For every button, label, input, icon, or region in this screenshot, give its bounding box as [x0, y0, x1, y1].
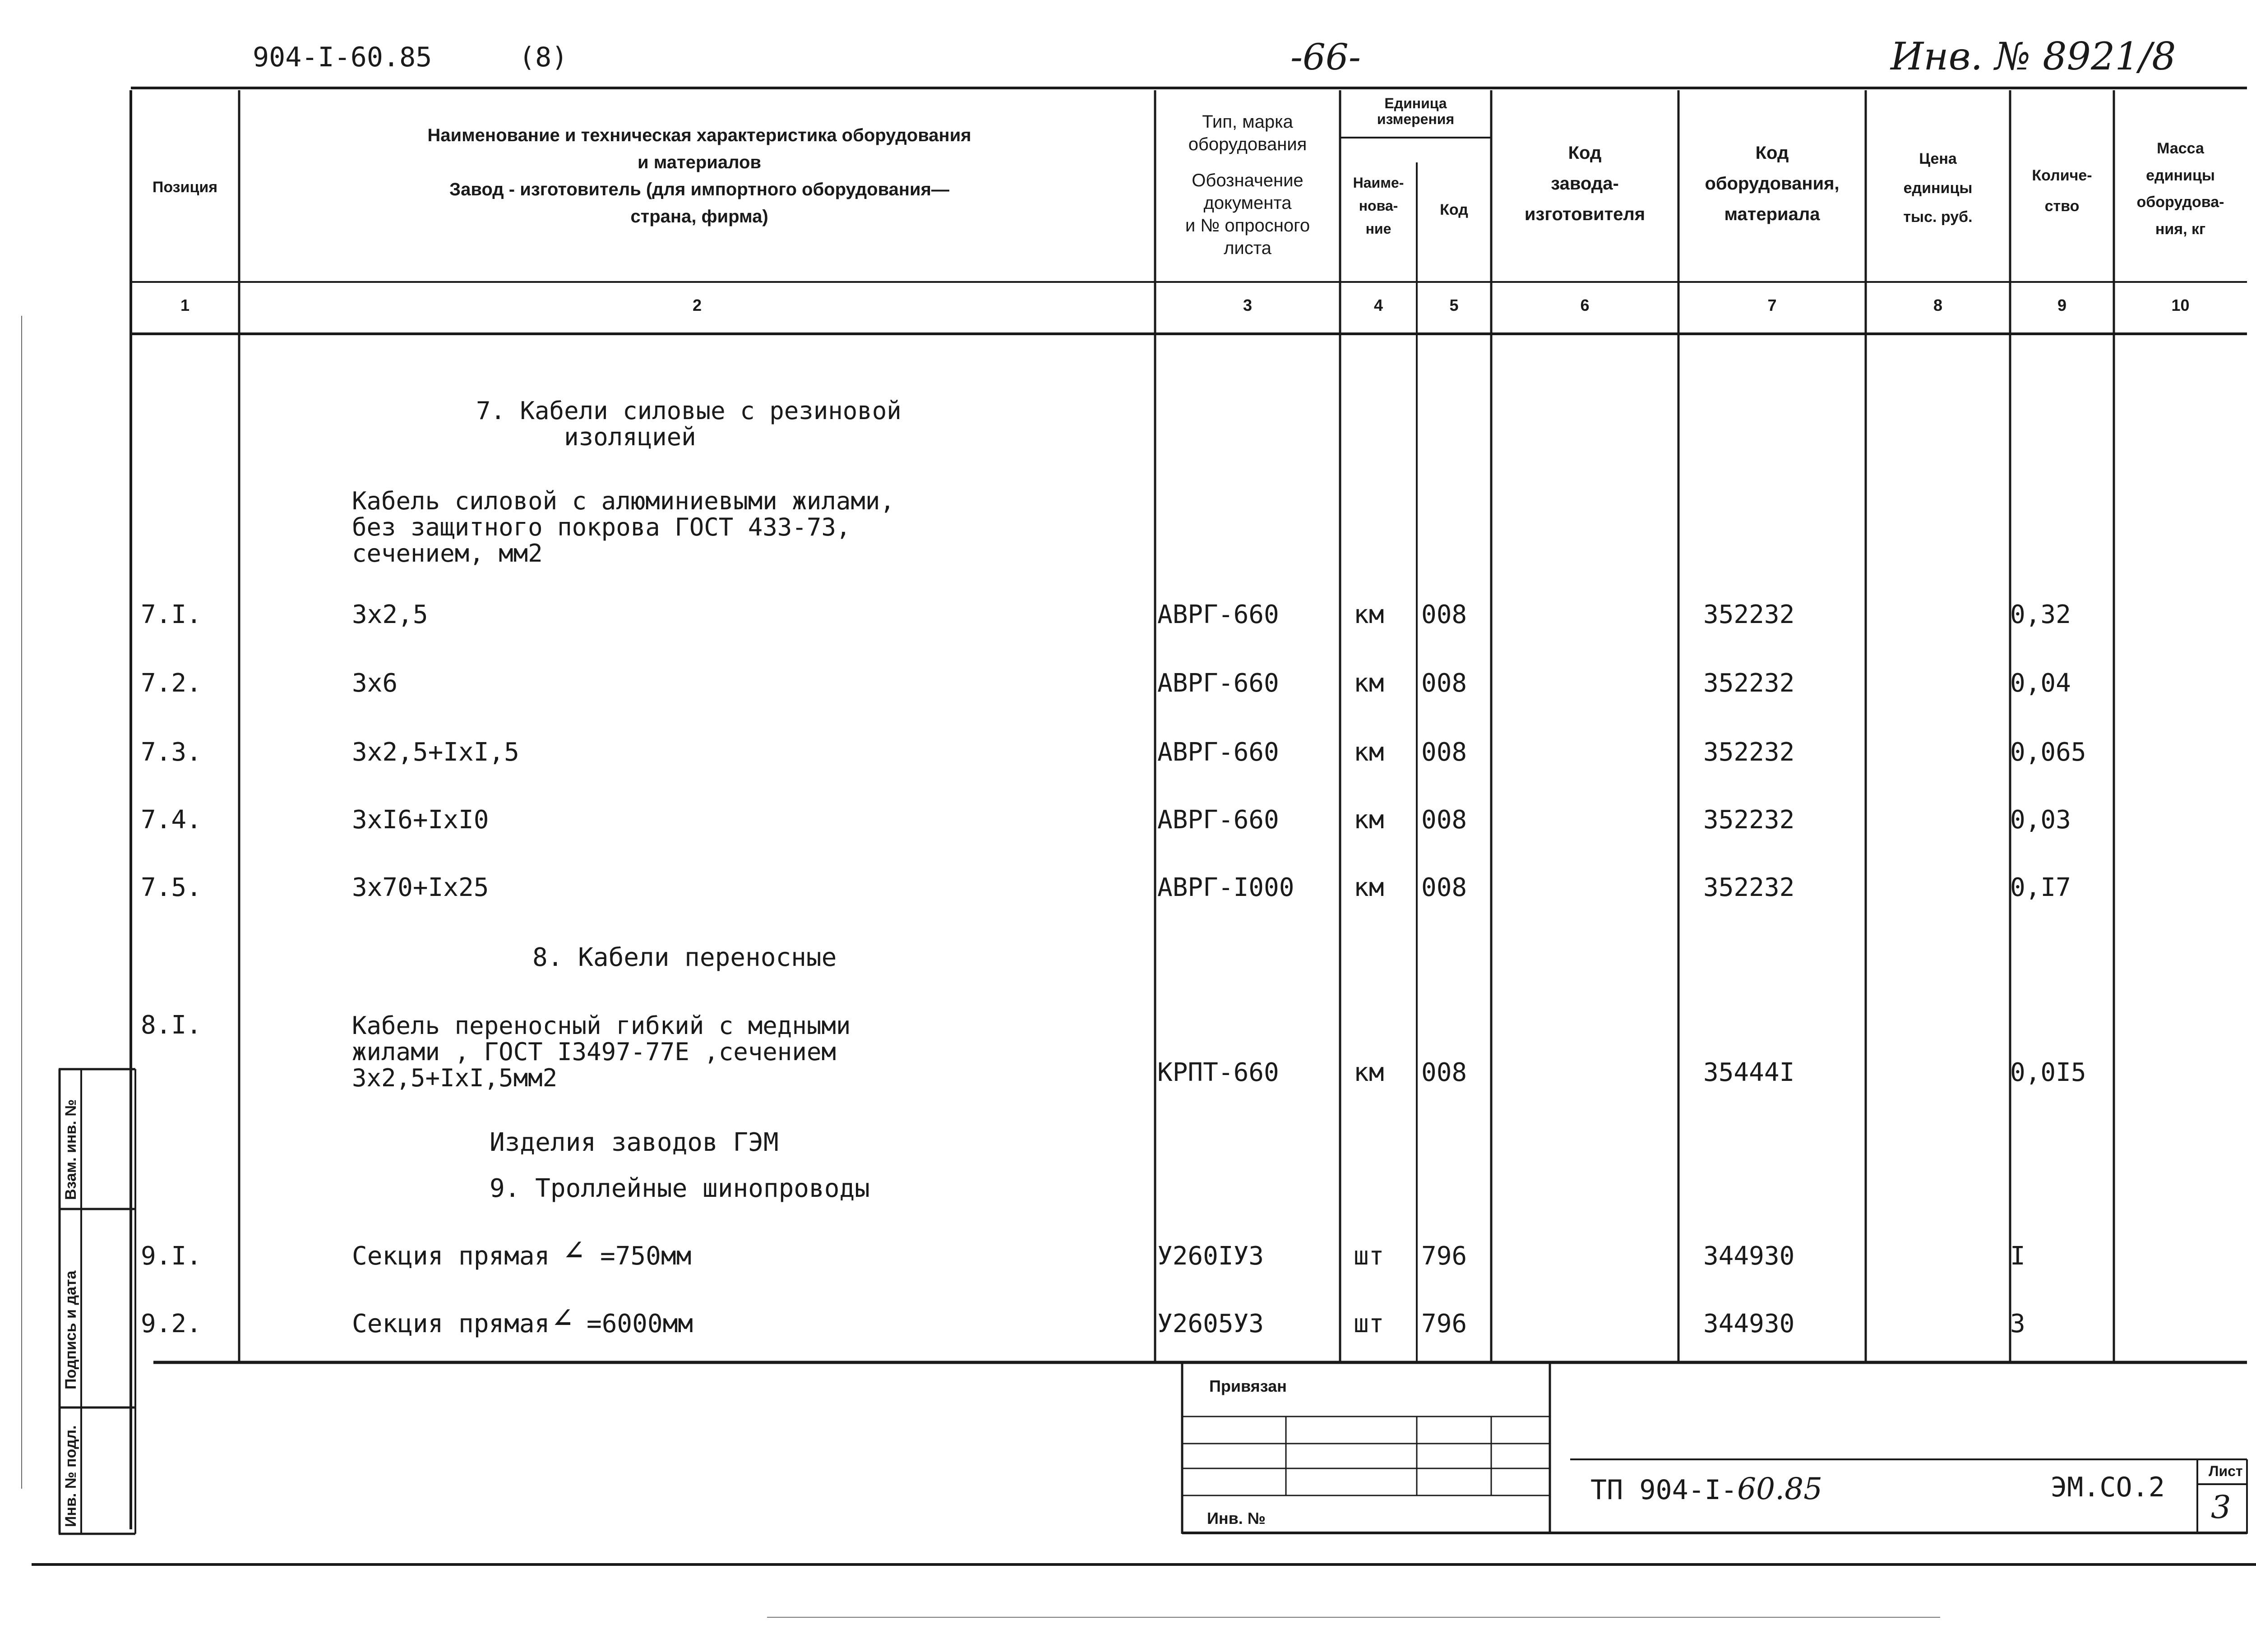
header-type-line1: Тип, марка	[1202, 112, 1293, 132]
row-type: АВРГ-I000	[1157, 873, 1294, 902]
header-unit-line1: Единица	[1384, 95, 1447, 111]
row-code: 352232	[1703, 805, 1795, 835]
row-code: 352232	[1703, 738, 1795, 767]
side-stamp-replacement-inv: Взам. инв. №	[62, 1099, 79, 1200]
document-code-handwritten: 60.85	[1737, 1472, 1823, 1506]
row-quantity: 0,03	[2010, 805, 2071, 835]
row-quantity: 0,32	[2010, 600, 2071, 629]
row-unit: км	[1354, 1058, 1384, 1087]
column-number-10: 10	[2171, 296, 2190, 314]
row-position: 7.2.	[141, 669, 202, 698]
row-unit-code: 008	[1421, 1058, 1467, 1087]
section-8-title: 8. Кабели переносные	[532, 943, 837, 972]
row-unit-code: 796	[1421, 1309, 1467, 1338]
row-quantity: I	[2010, 1241, 2025, 1271]
header-unit-name	[1342, 171, 1415, 241]
document-code-prefix: ТП 904-I-	[1590, 1474, 1738, 1506]
row-unit: км	[1354, 738, 1384, 767]
row-quantity: 0,I7	[2010, 873, 2071, 902]
row-name: 3х6	[352, 669, 398, 698]
header-unit-line2: измерения	[1377, 111, 1455, 128]
row-code: 352232	[1703, 669, 1795, 698]
column-number-6: 6	[1580, 296, 1590, 314]
sheet-variant: (8)	[519, 42, 568, 73]
row-length: =750мм	[600, 1241, 692, 1271]
header-mass-line1: Масса	[2157, 140, 2204, 157]
header-equipment-code-line2: оборудования,	[1705, 174, 1840, 194]
title-block-document-mark: ЭМ.СО.2	[2051, 1472, 2165, 1503]
header-unit-name-line3: ние	[1365, 221, 1392, 237]
row-code: 344930	[1703, 1241, 1795, 1271]
header-equipment-code-line1: Код	[1755, 143, 1789, 163]
row-name: 3х70+Iх25	[352, 873, 489, 902]
row-code: 352232	[1703, 600, 1795, 629]
row-unit: км	[1354, 600, 1384, 629]
row-position: 7.I.	[141, 600, 202, 629]
row-unit-code: 008	[1421, 738, 1467, 767]
header-equipment-code-line3: материала	[1724, 204, 1820, 224]
header-type-line2: оборудования	[1188, 134, 1307, 154]
header-price-line3: тыс. руб.	[1903, 208, 1973, 226]
row-quantity: 3	[2010, 1309, 2025, 1338]
row-unit: км	[1354, 873, 1384, 902]
row-unit: шт	[1354, 1309, 1384, 1338]
row-type: У2605У3	[1157, 1309, 1264, 1338]
inventory-number: Инв. № 8921/8	[1891, 34, 2176, 78]
title-block-attached-label: Привязан	[1209, 1377, 1287, 1395]
title-block-sheet-label: Лист	[2209, 1463, 2243, 1479]
row-name: 3х2,5	[352, 600, 428, 629]
length-symbol-icon: ∠	[564, 1232, 584, 1269]
row-position: 7.5.	[141, 873, 202, 902]
header-plant-code-line3: изготовителя	[1524, 204, 1646, 224]
plant-label: Изделия заводов ГЭМ	[490, 1128, 779, 1157]
column-number-4: 4	[1373, 296, 1383, 314]
header-type-line3: Обозначение	[1192, 171, 1304, 190]
side-stamp-signature-date: Подпись и дата	[62, 1270, 79, 1389]
header-quantity	[2012, 160, 2112, 221]
header-position: Позиция	[152, 179, 218, 196]
row-code: 344930	[1703, 1309, 1795, 1338]
header-type-line4: документа	[1203, 193, 1292, 213]
row-unit-code: 008	[1421, 805, 1467, 835]
project-code: 904-I-60.85	[253, 42, 432, 73]
row-type: АВРГ-660	[1157, 669, 1279, 698]
column-number-2: 2	[692, 296, 702, 314]
row-unit: км	[1354, 805, 1384, 835]
row-position: 9.I.	[141, 1241, 202, 1271]
header-name-line1: Наименование и техническая характеристика оборудования	[427, 125, 971, 145]
header-unit-name-line1: Наиме-	[1353, 175, 1404, 191]
row-name: 3хI6+IхI0	[352, 805, 489, 835]
row-type: КРПТ-660	[1157, 1058, 1279, 1087]
column-number-9: 9	[2057, 296, 2067, 314]
header-mass-line4: ния, кг	[2155, 220, 2206, 238]
row-position: 9.2.	[141, 1309, 202, 1338]
header-plant-code	[1493, 138, 1676, 230]
row-type: АВРГ-660	[1157, 805, 1279, 835]
column-number-7: 7	[1767, 296, 1777, 314]
row-code: 352232	[1703, 873, 1795, 902]
row-unit-code: 008	[1421, 873, 1467, 902]
header-name	[253, 122, 1146, 230]
header-unit-code: Код	[1440, 201, 1468, 218]
title-block-inv-label: Инв. №	[1207, 1509, 1266, 1527]
row-length: =6000мм	[587, 1309, 693, 1338]
row-unit: шт	[1354, 1241, 1384, 1271]
row-quantity: 0,0I5	[2010, 1058, 2086, 1087]
row-quantity: 0,04	[2010, 669, 2071, 698]
row-position: 7.4.	[141, 805, 202, 835]
header-type	[1157, 111, 1338, 259]
row-code: 35444I	[1703, 1058, 1795, 1087]
row-quantity: 0,065	[2010, 738, 2086, 767]
header-price-line2: единицы	[1903, 179, 1973, 197]
row-unit-code: 796	[1421, 1241, 1467, 1271]
column-number-8: 8	[1933, 296, 1943, 314]
row-unit-code: 008	[1421, 669, 1467, 698]
column-number-1: 1	[180, 296, 190, 314]
section-9-title: 9. Троллейные шинопроводы	[490, 1174, 870, 1203]
column-number-3: 3	[1243, 296, 1253, 314]
row-unit-code: 008	[1421, 600, 1467, 629]
header-mass-line3: оборудова-	[2136, 194, 2224, 211]
header-name-line3: Завод - изготовитель (для импортного оборудования—	[449, 180, 949, 199]
header-price	[1868, 144, 2008, 232]
section-7-title: 7. Кабели силовые с резиновой изоляцией	[476, 397, 901, 451]
row-type: У260IУ3	[1157, 1241, 1264, 1271]
row-type: АВРГ-660	[1157, 738, 1279, 767]
column-number-5: 5	[1449, 296, 1459, 314]
section-8-description: Кабель переносный гибкий с медными жилами , ГОСТ I3497-77Е ,сечением 3х2,5+IхI,5мм2	[352, 1011, 851, 1092]
row-name: Секция прямая	[352, 1241, 550, 1271]
header-mass	[2116, 135, 2245, 243]
section-7-description: Кабель силовой с алюминиевыми жилами, без защитного покрова ГОСТ 433-73, сечением, мм2	[352, 487, 895, 568]
header-name-line2: и материалов	[637, 152, 762, 172]
header-name-line4: страна, фирма)	[630, 207, 768, 226]
header-mass-line2: единицы	[2146, 166, 2215, 184]
header-plant-code-line1: Код	[1568, 143, 1602, 163]
header-quantity-line1: Количе-	[2032, 167, 2092, 184]
row-position: 8.I.	[141, 1011, 202, 1040]
title-block-document-code	[1590, 1472, 1822, 1506]
row-type: АВРГ-660	[1157, 600, 1279, 629]
side-stamp-original-inv: Инв. № подл.	[62, 1425, 79, 1527]
header-unit-group	[1342, 96, 1489, 127]
header-unit-name-line2: нова-	[1359, 198, 1398, 214]
row-name: 3х2,5+IхI,5	[352, 738, 519, 767]
header-equipment-code	[1681, 138, 1863, 230]
header-plant-code-line2: завода-	[1551, 174, 1619, 194]
header-price-line1: Цена	[1919, 150, 1957, 167]
header-type-line5: и № опросного	[1185, 216, 1310, 235]
row-position: 7.3.	[141, 738, 202, 767]
length-symbol-icon: ∠	[553, 1299, 573, 1337]
row-name: Секция прямая	[352, 1309, 550, 1338]
header-quantity-line2: ство	[2044, 198, 2080, 215]
header-type-line6: листа	[1224, 238, 1271, 258]
title-block-sheet-number: 3	[2211, 1489, 2231, 1526]
row-unit: км	[1354, 669, 1384, 698]
page-number: -66-	[1290, 36, 1361, 78]
